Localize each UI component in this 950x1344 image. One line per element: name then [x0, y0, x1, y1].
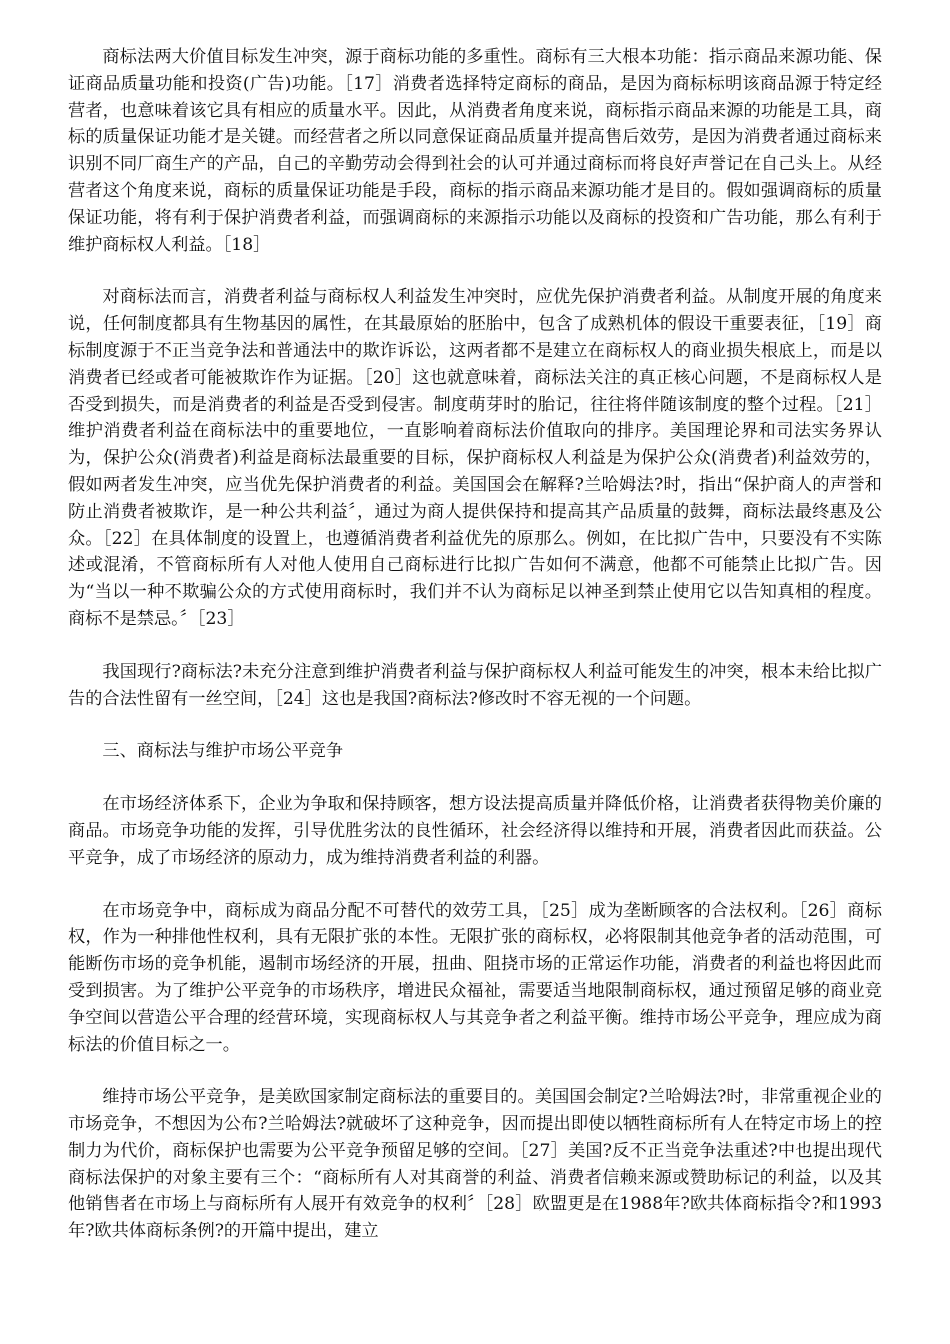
- paragraph-us-eu-goals: 维持市场公平竞争，是美欧国家制定商标法的重要目的。美国国会制定?兰哈姆法?时，非常重视企业的市场竞争，不想因为公布?兰哈姆法?就破坏了这种竞争，因而提出即使以牺牲商标所有人在特定市场上的控制力为代价，商标保护也需要为公平竞争预留足够的空间。［27］美国?反不正当竞争法重述?中也提出现代商标法保护的对象主要有三个：“商标所有人对其商誉的利益、消费者信赖来源或赞助标记的利益，以及其他销售者在市场上与商标所有人展开有效竞争的权利〞［28］欧盟更是在1988年?欧共体商标指令?和1993年?欧共体商标条例?的开篇中提出，建立: [68, 1087, 882, 1242]
- section-heading: 三、商标法与维护市场公平竞争: [102, 741, 344, 762]
- paragraph-market-economy: 在市场经济体系下，企业为争取和保持顾客，想方设法提高质量并降低价格，让消费者获得物美价廉的商品。市场竞争功能的发挥，引导优胜劣汰的良性循环，社会经济得以维持和开展，消费者因此而获益。公平竞争，成了市场经济的原动力，成为维持消费者利益的利器。: [68, 794, 882, 868]
- paragraph-trademark-functions: 商标法两大价值目标发生冲突，源于商标功能的多重性。商标有三大根本功能：指示商品来源功能、保证商品质量功能和投资(广告)功能。［17］消费者选择特定商标的商品，是因为商标标明该商品源于特定经营者，也意味着该它具有相应的质量水平。因此，从消费者角度来说，商标指示商品来源的功能是工具，商标的质量保证功能才是关键。而经营者之所以同意保证商品质量并提高售后效劳，是因为消费者通过商标来识别不同厂商生产的产品，自己的辛勤劳动会得到社会的认可并通过商标而将良好声誉记在自己头上。从经营者这个角度来说，商标的质量保证功能是手段，商标的指示商品来源功能才是目的。假如强调商标的质量保证功能，将有利于保护消费者利益，而强调商标的来源指示功能以及商标的投资和广告功能，那么有利于维护商标权人利益。［18］: [68, 47, 882, 255]
- paragraph-china-law: 我国现行?商标法?未充分注意到维护消费者利益与保护商标权人利益可能发生的冲突，根本未给比拟广告的合法性留有一丝空间，［24］这也是我国?商标法?修改时不容无视的一个问题。: [68, 661, 882, 709]
- paragraph-consumer-priority: 对商标法而言，消费者利益与商标权人利益发生冲突时，应优先保护消费者利益。从制度开展的角度来说，任何制度都具有生物基因的属性，在其最原始的胚胎中，包含了成熟机体的假设干重要表征，［19］商标制度源于不正当竞争法和普通法中的欺诈诉讼，这两者都不是建立在商标权人的商业损失根底上，而是以消费者已经或者可能被欺诈作为证据。［20］这也就意味着，商标法关注的真正核心问题，不是商标权人是否受到损失，而是消费者的利益是否受到侵害。制度萌芽时的胎记，往往将伴随该制度的整个过程。［21］维护消费者利益在商标法中的重要地位，一直影响着商标法价值取向的排序。美国理论界和司法实务界认为，保护公众(消费者)利益是商标法最重要的目标，保护商标权人利益是为保护公众(消费者)利益效劳的，假如两者发生冲突，应当优先保护消费者的利益。美国国会在解释?兰哈姆法?时，指出“保护商人的声誉和防止消费者被欺诈，是一种公共利益〞，通过为商人提供保持和提高其产品质量的鼓舞，商标法最终惠及公众。［22］在具体制度的设置上，也遵循消费者利益优先的原那么。例如，在比拟广告中，只要没有不实陈述或混淆，不管商标所有人对他人使用自己商标进行比拟广告如何不满意，他都不可能禁止比拟广告。因为“当以一种不欺骗公众的方式使用商标时，我们并不认为商标足以神圣到禁止使用它以告知真相的程度。商标不是禁忌。〞［23］: [68, 287, 882, 629]
- paragraph-market-competition: 在市场竞争中，商标成为商品分配不可替代的效劳工具，［25］成为垄断顾客的合法权利。［26］商标权，作为一种排他性权利，具有无限扩张的本性。无限扩张的商标权，必将限制其他竞争者的活动范围，可能断伤市场的竞争机能，遏制市场经济的开展，扭曲、阻挠市场的正常运作功能，消费者的利益也将因此而受到损害。为了维护公平竞争的市场秩序，增进民众福祉，需要适当地限制商标权，通过预留足够的商业竞争空间以营造公平合理的经营环境，实现商标权人与其竞争者之利益平衡。维持市场公平竞争，理应成为商标法的价值目标之一。: [68, 900, 882, 1055]
- document-page: [68, 44, 882, 1271]
